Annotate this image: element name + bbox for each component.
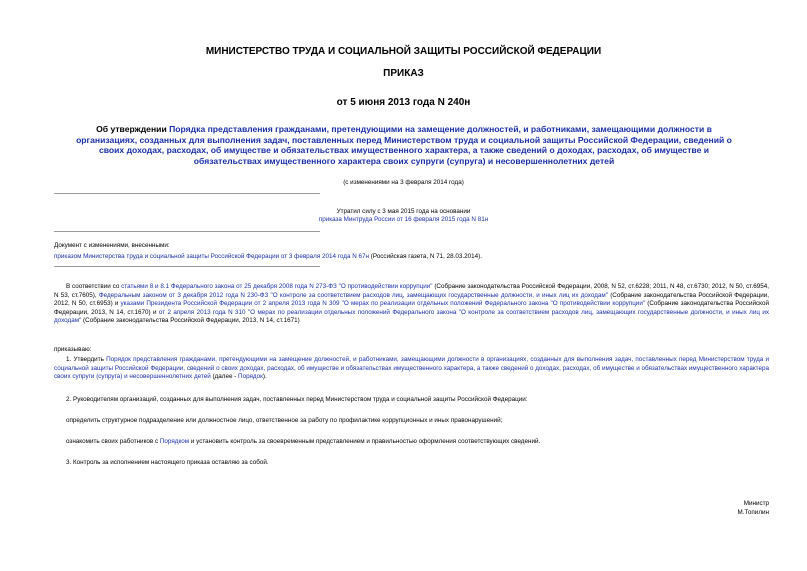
- changes-source: (Российская газета, N 71, 28.03.2014).: [369, 253, 482, 260]
- title-order-link[interactable]: Порядка представления гражданами, претендующими на замещение должностей, и работниками, замещающими должности в организациях, созданных для выполнения задач, поставленных перед Министерством труда и социальной защиты Российской Федерации, сведений о своих доходах, расходах, об имуществе и обязательствах имущественного характера, а также сведений о доходах, расходах, об имуществе и обязательствах имущественного характера своих супруги (супруга) и несовершеннолетних детей: [76, 124, 732, 166]
- signature-name: М.Топилин: [737, 509, 769, 516]
- preamble-text: (Собрание законодательства Российской Федерации, 2008, N 52, ст.6228; 2011, N 48, ст.6730; 2012, N 50, ст.6954, N 53, ст.7605),: [54, 283, 769, 299]
- changes-heading: Документ с изменениями, внесенными:: [54, 242, 170, 249]
- ministry-heading: МИНИСТЕРСТВО ТРУДА И СОЦИАЛЬНОЙ ЗАЩИТЫ РОССИЙСКОЙ ФЕДЕРАЦИИ: [205, 46, 602, 57]
- decree-310-link[interactable]: от 2 апреля 2013 года N 310 "О мерах по реализации отдельных положений Федерального закона "О контроле за соответствием расходов лиц, замещающих государственные должности, и иных лиц их доходам": [54, 308, 769, 325]
- decree-309-link[interactable]: указами Президента Российской Федерации от 2 апреля 2013 года N 309 "О мерах по реализации отдельных положений Федерального закона "О противодействии коррупции": [120, 300, 646, 308]
- law-230-link[interactable]: Федеральным законом от 3 декабря 2012 года N 230-ФЗ "О контроле за соответствием расходов лиц, замещающих государственные должности, и иных лиц их доходам": [98, 291, 608, 299]
- preamble-text: (Собрание законодательства Российской Федерации, 2012, N 50, ст.6953) и: [54, 291, 770, 308]
- item-1-prefix: 1. Утвердить: [66, 356, 107, 363]
- item-2b: [66, 438, 540, 445]
- item-3: 3. Контроль за исполнением настоящего приказа оставляю за собой.: [66, 459, 269, 466]
- preamble-paragraph: [54, 283, 769, 326]
- preamble-text: (Собрание законодательства Российской Федерации, 2013, N 14, ст.1671): [81, 317, 300, 325]
- changes-line: [54, 253, 482, 260]
- title-prefix: Об утверждении: [96, 124, 170, 134]
- item-2b-suffix: и установить контроль за своевременным представлением и правильностью оформления соответствующих сведений.: [189, 438, 541, 445]
- item-2: 2. Руководителям организаций, созданных для выполнения задач, поставленных перед Министерством труда и социальной защиты Российской Федерации:: [66, 396, 528, 403]
- law-273-link[interactable]: статьями 8 и 8.1 Федерального закона от 25 декабря 2008 года N 273-ФЗ "О противодействии коррупции": [121, 283, 433, 290]
- procedure-link[interactable]: Порядок представления гражданами, претендующими на замещение должностей, и работниками, замещающими должности в организациях, созданных для выполнения задач, поставленных перед Министерством труда и социальной защиты Российской Федерации, сведений о своих доходах, расходах, об имуществе и обязательствах имущественного характера, а также сведений о доходах, расходах, об имуществе и обязательствах имущественного характера своих супруги (супруга) и несовершеннолетних детей: [54, 356, 770, 381]
- item-2a: определить структурное подразделение или должностное лицо, ответственное за работу по профилактике коррупционных и иных правонарушений;: [66, 417, 503, 424]
- preamble-text: (Собрание законодательства Российской Федерации, 2013, N 14, ст.1670) и: [54, 300, 769, 316]
- item-2b-prefix: ознакомить своих работников с: [66, 438, 160, 445]
- amending-order-link[interactable]: приказом Министерства труда и социальной защиты Российской Федерации от 3 февраля 2014 года N 67н: [54, 253, 369, 260]
- procedure-ref-link[interactable]: Порядком: [159, 438, 190, 445]
- doc-type-heading: ПРИКАЗ: [383, 68, 424, 79]
- page-title: [66, 124, 742, 166]
- divider: [54, 231, 320, 232]
- validity-line: Утратил силу с 3 мая 2015 года на основании: [336, 208, 471, 215]
- signature-position: Министр: [743, 500, 769, 507]
- item-1: [54, 356, 769, 382]
- item-1-end: ).: [262, 373, 267, 381]
- repeal-order-link[interactable]: приказа Минтруда России от 16 февраля 2015 года N 81н: [318, 216, 489, 223]
- procedure-short-link[interactable]: Порядок: [238, 373, 263, 381]
- order-word: приказываю:: [54, 346, 92, 353]
- preamble-text: В соответствии со: [66, 283, 122, 290]
- amendment-note: (с изменениями на 3 февраля 2014 года): [343, 179, 464, 186]
- item-1-suffix: (далее -: [210, 373, 239, 381]
- doc-date: от 5 июня 2013 года N 240н: [336, 97, 471, 108]
- divider: [54, 266, 320, 267]
- divider: [54, 193, 320, 194]
